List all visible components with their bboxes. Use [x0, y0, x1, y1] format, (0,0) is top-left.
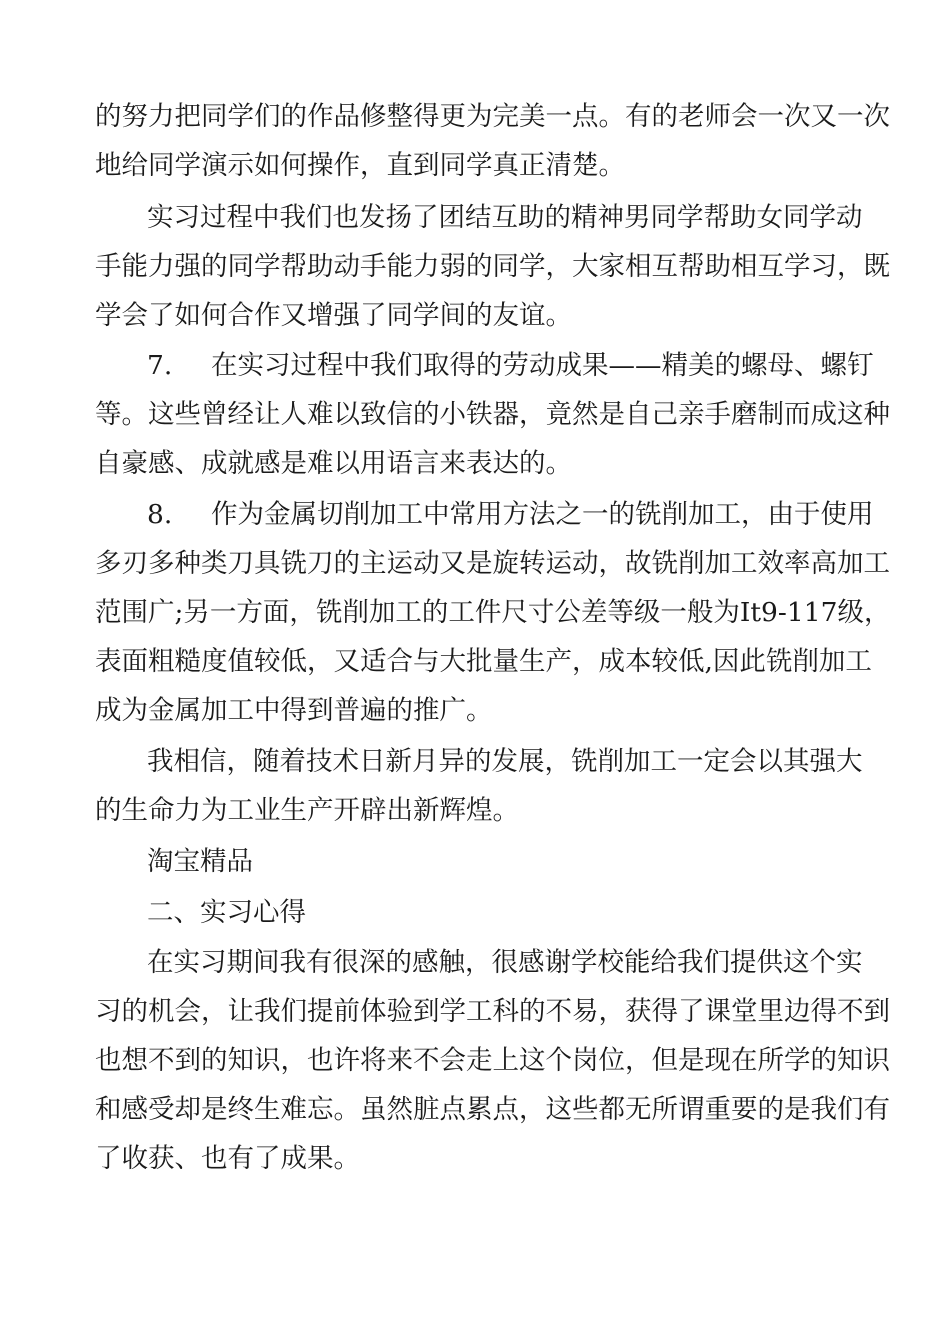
- paragraph-number: 7.: [147, 350, 173, 381]
- paragraph-line: 和感受却是终生难忘。虽然脏点累点，这些都无所谓重要的是我们有: [95, 1094, 890, 1125]
- paragraph-line: 习的机会，让我们提前体验到学工科的不易，获得了课堂里边得不到: [95, 996, 890, 1027]
- paragraph-line: 我相信，随着技术日新月异的发展，铣削加工一定会以其强大: [147, 746, 863, 777]
- paragraph-line: 学会了如何合作又增强了同学间的友谊。: [95, 300, 572, 331]
- paragraph-line: 在实习过程中我们取得的劳动成果——精美的螺母、螺钉: [211, 350, 874, 381]
- paragraph-line: 实习过程中我们也发扬了团结互助的精神男同学帮助女同学动: [147, 202, 863, 233]
- paragraph-line: 淘宝精品: [147, 846, 253, 877]
- paragraph-line: 多刃多种类刀具铣刀的主运动又是旋转运动，故铣削加工效率高加工: [95, 548, 890, 579]
- paragraph-line: 也想不到的知识，也许将来不会走上这个岗位，但是现在所学的知识: [95, 1045, 890, 1076]
- paragraph-line: 等。这些曾经让人难以致信的小铁器，竟然是自己亲手磨制而成这种: [95, 399, 890, 430]
- paragraph-line: 手能力强的同学帮助动手能力弱的同学，大家相互帮助相互学习，既: [95, 251, 890, 282]
- paragraph-line: 作为金属切削加工中常用方法之一的铣削加工，由于使用: [211, 499, 874, 530]
- numbered-paragraph-first-line: [147, 349, 874, 383]
- section-heading: 二、实习心得: [147, 897, 306, 928]
- paragraph-line: 的生命力为工业生产开辟出新辉煌。: [95, 795, 519, 826]
- paragraph-line: 在实习期间我有很深的感触，很感谢学校能给我们提供这个实: [147, 947, 863, 978]
- paragraph-line: 了收获、也有了成果。: [95, 1143, 360, 1174]
- paragraph-line: 的努力把同学们的作品修整得更为完美一点。有的老师会一次又一次: [95, 101, 890, 132]
- paragraph-line: 地给同学演示如何操作，直到同学真正清楚。: [95, 150, 625, 181]
- paragraph-line: 自豪感、成就感是难以用语言来表达的。: [95, 448, 572, 479]
- paragraph-number: 8.: [147, 499, 173, 530]
- numbered-paragraph-first-line: [147, 498, 874, 532]
- paragraph-line: 范围广;另一方面，铣削加工的工件尺寸公差等级一般为It9-117级，: [95, 597, 891, 628]
- paragraph-line: 成为金属加工中得到普遍的推广。: [95, 695, 493, 726]
- paragraph-line: 表面粗糙度值较低，又适合与大批量生产，成本较低,因此铣削加工: [95, 646, 872, 677]
